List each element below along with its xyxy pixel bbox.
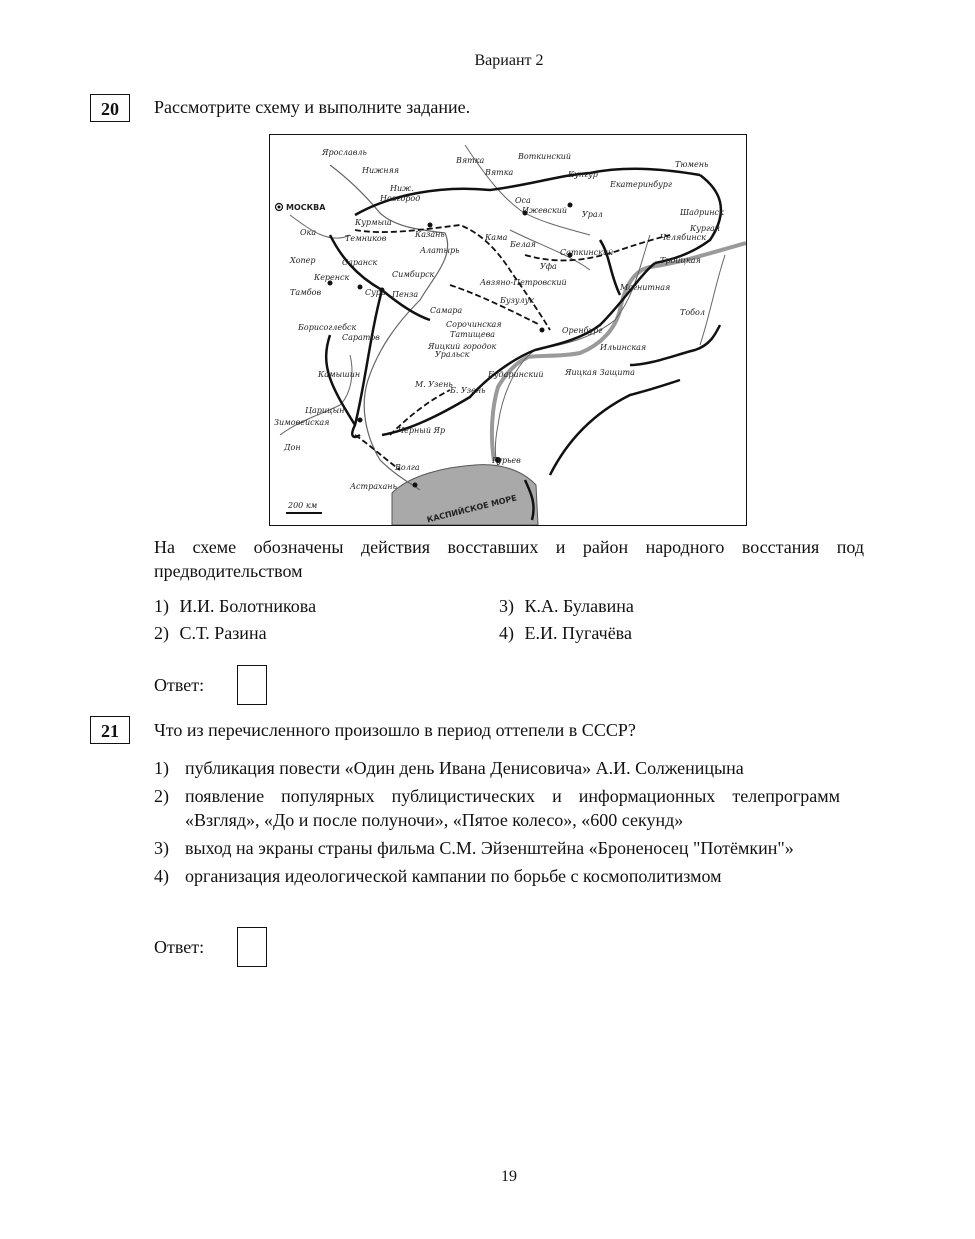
- q21-answer-label: Ответ:: [154, 937, 205, 957]
- q21-option-2[interactable]: [154, 784, 840, 832]
- caspian-sea: [392, 465, 538, 525]
- question-number-20: 20: [90, 94, 130, 122]
- map-label-mal-uzen: М. Узень: [415, 380, 453, 389]
- map-label-votkinsky: Воткинский: [518, 152, 572, 161]
- map-label-nizh: Ниж.: [390, 184, 414, 193]
- map-label-tsaritsyn: Царицын: [305, 406, 345, 415]
- route-main-5: [352, 290, 382, 437]
- q21-options: [154, 756, 840, 888]
- map-label-avzyano: Авзяно-Петровский: [480, 278, 567, 287]
- map-label-kurmysh: Курмыш: [355, 218, 392, 227]
- map-label-khoper: Хопер: [290, 256, 316, 265]
- page-number: 19: [501, 1168, 517, 1185]
- map-label-nizhnyaya: Нижняя: [362, 166, 400, 175]
- q21-option-3-num: 3): [154, 838, 169, 858]
- map-label-shadrinsk: Шадринск: [680, 208, 724, 217]
- map-label-ekaterinburg: Екатеринбург: [610, 180, 672, 189]
- map-label-tambov: Тамбов: [290, 288, 322, 297]
- map-label-simbirsk: Симбирск: [392, 270, 435, 279]
- map-label-alatyr: Алатырь: [420, 246, 460, 255]
- question-20-paragraph: На схеме обозначены действия восставших и район народного восстания под предводительством: [154, 537, 864, 581]
- map-label-guryev: Гурьев: [492, 456, 521, 465]
- q20-option-3[interactable]: [499, 596, 634, 617]
- map-label-moskva: МОСКВА: [286, 203, 326, 212]
- map-label-buzuluk: Бузулук: [500, 296, 535, 305]
- uprising-map: [269, 134, 747, 526]
- map-label-saransk: Саранск: [342, 258, 378, 267]
- q21-option-1-text: публикация повести «Один день Ивана Денисовича» А.И. Солженицына: [185, 758, 744, 778]
- map-label-kazan: Казань: [415, 230, 445, 239]
- map-label-ural: Урал: [582, 210, 603, 219]
- river-oka: [290, 215, 350, 238]
- map-label-osa: Оса: [515, 196, 531, 205]
- map-label-zashchita: Яицкая Защита: [565, 368, 635, 377]
- map-label-volga: Волга: [395, 463, 420, 472]
- map-label-orenburg: Оренбург: [562, 326, 603, 335]
- route-dashed-3: [355, 435, 400, 470]
- map-label-vyatka-river: Вятка: [485, 168, 514, 177]
- q20-option-2[interactable]: [154, 623, 267, 644]
- map-label-tobol: Тобол: [680, 308, 705, 317]
- river-tobol: [700, 255, 725, 345]
- map-label-zimoveyskaya: Зимовейская: [274, 418, 330, 427]
- q21-option-2-text: появление популярных публицистических и информационных телепрограмм «Взгляд», «До и после полуночи», «Пятое колесо», «600 секунд»: [185, 786, 840, 830]
- map-label-uralsk: Уральск: [435, 350, 470, 359]
- map-label-tyumen: Тюмень: [675, 160, 709, 169]
- map-label-satkinsky: Саткинский: [560, 248, 614, 257]
- q21-option-1[interactable]: [154, 756, 840, 780]
- route-dashed-5: [450, 285, 540, 325]
- q20-option-3-num: 3): [499, 596, 514, 616]
- map-label-sorochinskaya: Сорочинская: [446, 320, 502, 329]
- q21-option-4[interactable]: [154, 864, 840, 888]
- map-label-temnikov: Темников: [345, 234, 387, 243]
- route-main-9: [550, 380, 680, 475]
- q20-option-4-text: Е.И. Пугачёва: [524, 623, 632, 643]
- question-20-prompt: Рассмотрите схему и выполните задание.: [154, 97, 471, 117]
- map-label-chyorny-yar: Черный Яр: [398, 426, 446, 435]
- map-label-bolsh-uzen: Б. Узень: [450, 386, 486, 395]
- map-label-kamyshin: Камышин: [318, 370, 361, 379]
- q20-option-4-num: 4): [499, 623, 514, 643]
- map-label-borisoglebsk: Борисоглебск: [298, 323, 357, 332]
- map-label-ilyinskaya: Ильинская: [600, 343, 647, 352]
- map-label-kama: Кама: [485, 233, 508, 242]
- q20-option-3-text: К.А. Булавина: [524, 596, 634, 616]
- map-label-chelyabinsk: Челябинск: [660, 233, 706, 242]
- map-label-samara: Самара: [430, 306, 463, 315]
- map-label-izhevsky: Ижевский: [522, 206, 568, 215]
- question-21-prompt: Что из перечисленного произошло в период оттепели в СССР?: [154, 720, 636, 740]
- q20-option-1-text: И.И. Болотникова: [179, 596, 317, 616]
- map-label-budarinsky: Бударинский: [488, 370, 544, 379]
- q21-option-4-text: организация идеологической кампании по борьбе с космополитизмом: [185, 866, 722, 886]
- map-svg: [270, 135, 746, 525]
- map-label-sura: Сура: [365, 288, 386, 297]
- map-label-penza: Пенза: [392, 290, 419, 299]
- map-label-saratov: Саратов: [342, 333, 380, 342]
- q20-option-1-num: 1): [154, 596, 169, 616]
- q21-option-4-num: 4): [154, 866, 169, 886]
- map-label-troitskaya: Троицкая: [660, 256, 701, 265]
- q20-answer-box[interactable]: [237, 665, 267, 705]
- q21-option-3[interactable]: [154, 836, 840, 860]
- map-label-yaroslavl: Ярославль: [322, 148, 367, 157]
- q20-answer-label: Ответ:: [154, 675, 205, 695]
- map-label-yaitsky: Яицкий городок: [428, 342, 497, 351]
- map-label-novgorod: Новгород: [380, 194, 421, 203]
- map-label-vyatka: Вятка: [456, 156, 485, 165]
- q21-option-1-num: 1): [154, 758, 169, 778]
- map-label-magnitnaya: Магнитная: [620, 283, 671, 292]
- q20-option-4[interactable]: [499, 623, 632, 644]
- q21-answer-box[interactable]: [237, 927, 267, 967]
- q20-option-2-num: 2): [154, 623, 169, 643]
- map-label-belaya: Белая: [510, 240, 536, 249]
- q21-option-2-num: 2): [154, 786, 169, 806]
- q21-option-3-text: выход на экраны страны фильма С.М. Эйзенштейна «Броненосец "Потёмкин"»: [185, 838, 794, 858]
- map-label-oka: Ока: [300, 228, 317, 237]
- map-label-kungur: Кунгур: [568, 170, 598, 179]
- map-label-kerensk: Керенск: [314, 273, 350, 282]
- map-label-kurgan: Курган: [690, 224, 721, 233]
- map-label-ufa: Уфа: [540, 262, 557, 271]
- q20-option-1[interactable]: [154, 596, 316, 617]
- map-label-astrakhan: Астрахань: [350, 482, 397, 491]
- map-label-caspian: КАСПИЙСКОЕ МОРЕ: [425, 493, 518, 525]
- scale-label: 200 км: [288, 501, 318, 510]
- q20-option-2-text: С.Т. Разина: [179, 623, 267, 643]
- map-label-tatishcheva: Татищева: [450, 330, 496, 339]
- page-header: Вариант 2: [474, 52, 544, 69]
- map-label-don: Дон: [284, 443, 301, 452]
- question-number-21: 21: [90, 716, 130, 744]
